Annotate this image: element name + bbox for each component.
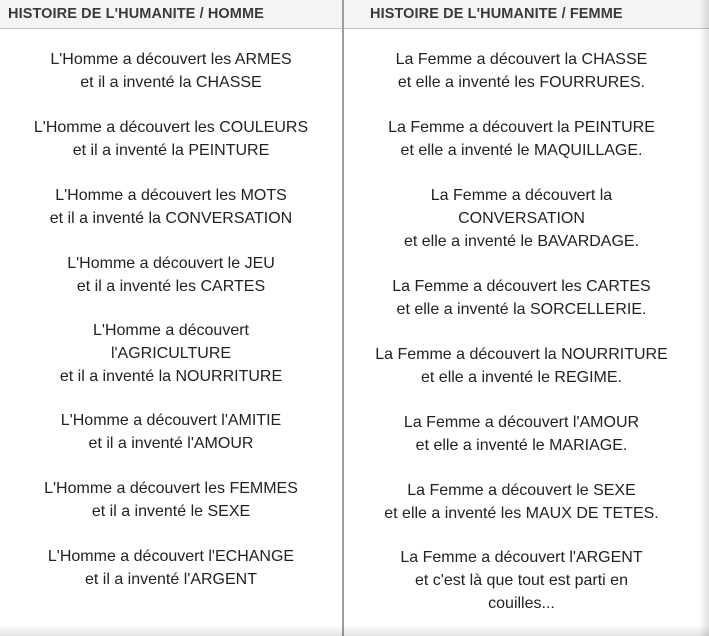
- homme-entry: [0, 48, 342, 94]
- femme-entry-line: couilles...: [488, 595, 555, 612]
- homme-entry: [0, 409, 342, 455]
- femme-entry-line: et elle a inventé les FOURRURES.: [397, 74, 646, 91]
- homme-entry-line: l'AGRICULTURE: [110, 345, 232, 362]
- femme-entry-line: et elle a inventé le MARIAGE.: [415, 437, 628, 454]
- femme-entry-line: La Femme a découvert la: [430, 187, 613, 204]
- femme-entry-line: et elle a inventé le BAVARDAGE.: [403, 233, 640, 250]
- homme-entry-line: et il a inventé la NOURRITURE: [59, 368, 283, 385]
- homme-column: [0, 0, 342, 636]
- homme-entry: [0, 545, 342, 591]
- bottom-edge-shadow: [0, 626, 709, 636]
- femme-column: [344, 0, 709, 636]
- femme-entry: [344, 275, 699, 321]
- homme-entry-line: et il a inventé l'ARGENT: [84, 571, 257, 588]
- homme-entry: [0, 477, 342, 523]
- homme-entry-line: L'Homme a découvert les COULEURS: [33, 119, 309, 136]
- femme-entry: [344, 546, 699, 615]
- homme-entry-line: L'Homme a découvert l'ECHANGE: [47, 548, 295, 565]
- femme-entry-line: CONVERSATION: [458, 210, 585, 227]
- femme-entry-line: La Femme a découvert la CHASSE: [395, 51, 648, 68]
- femme-entry-line: La Femme a découvert la PEINTURE: [388, 119, 655, 136]
- homme-entry-line: et il a inventé le SEXE: [91, 503, 251, 520]
- homme-entry-line: et il a inventé la CHASSE: [80, 74, 262, 91]
- femme-entry-line: La Femme a découvert l'AMOUR: [403, 414, 640, 431]
- homme-entry-line: L'Homme a découvert les MOTS: [55, 187, 287, 204]
- homme-entry: [0, 116, 342, 162]
- femme-entry: [344, 479, 699, 525]
- femme-entry-line: La Femme a découvert les CARTES: [392, 278, 651, 295]
- femme-entry-line: et elle a inventé les MAUX DE TETES.: [384, 505, 659, 522]
- homme-entry: [0, 184, 342, 230]
- femme-entry: [344, 343, 699, 389]
- homme-entry-line: et il a inventé l'AMOUR: [88, 435, 254, 452]
- homme-entry-line: et il a inventé les CARTES: [76, 278, 266, 295]
- homme-entry: [0, 252, 342, 298]
- femme-column-header: HISTOIRE DE L'HUMANITE / FEMME: [344, 0, 709, 29]
- femme-entry-line: et c'est là que tout est parti en: [415, 572, 628, 589]
- homme-entry: [0, 319, 342, 388]
- femme-entry: [344, 48, 699, 94]
- femme-entry-line: La Femme a découvert l'ARGENT: [400, 549, 643, 566]
- homme-entry-line: et il a inventé la PEINTURE: [72, 142, 270, 159]
- right-edge-shadow: [699, 0, 709, 636]
- femme-entry: [344, 116, 699, 162]
- femme-entry: [344, 411, 699, 457]
- femme-entry-line: et elle a inventé le REGIME.: [421, 369, 622, 386]
- femme-entry: [344, 184, 699, 253]
- femme-entry-line: et elle a inventé la SORCELLERIE.: [396, 301, 647, 318]
- homme-entry-line: L'Homme a découvert: [92, 322, 249, 339]
- homme-entry-line: L'Homme a découvert les ARMES: [50, 51, 292, 68]
- homme-entry-line: L'Homme a découvert l'AMITIE: [60, 412, 282, 429]
- homme-entry-line: et il a inventé la CONVERSATION: [49, 210, 293, 227]
- femme-entry-line: et elle a inventé le MAQUILLAGE.: [400, 142, 643, 159]
- homme-column-header: HISTOIRE DE L'HUMANITE / HOMME: [0, 0, 342, 29]
- homme-entry-line: L'Homme a découvert les FEMMES: [44, 480, 298, 497]
- homme-entry-line: L'Homme a découvert le JEU: [67, 255, 275, 272]
- femme-entry-line: La Femme a découvert la NOURRITURE: [375, 346, 668, 363]
- femme-entry-line: La Femme a découvert le SEXE: [407, 482, 636, 499]
